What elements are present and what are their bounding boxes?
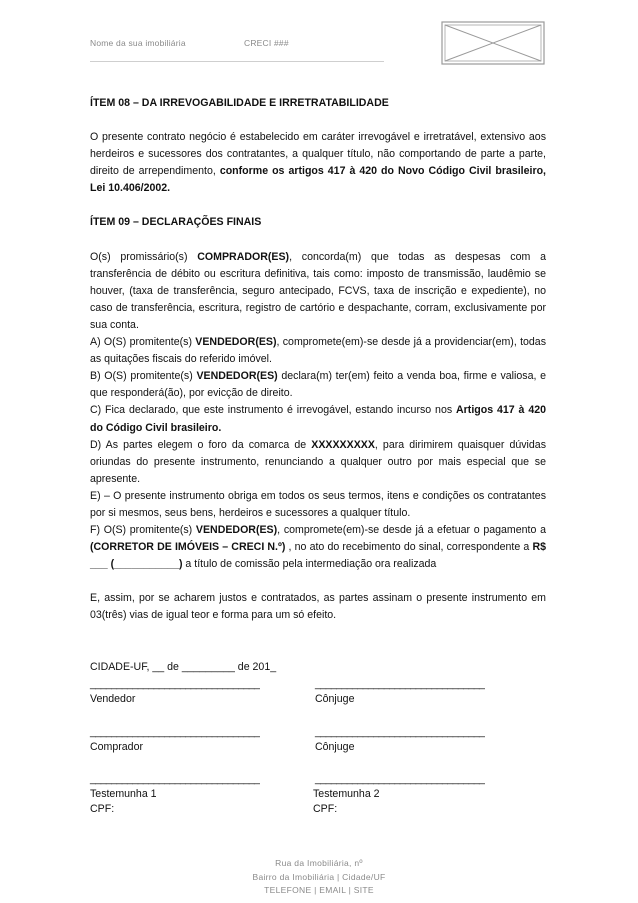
item-08-text: O presente contrato negócio é estabelecido em caráter irrevogável e irretratável, extensivo aos herdeiros e sucessores dos contratantes, a qualquer título, não comportando de parte a parte, direito de arrependimento, conforme os artigos 417 à 420 do Novo Código Civil brasileiro, Lei 10.406/2002. [90, 131, 546, 195]
item-09-intro: O(s) promissário(s) COMPRADOR(ES), concorda(m) que todas as despesas com a transferência de débito ou escritura definitiva, tais como: imposto de transmissão, laudêmio se houver, (taxa de transferência, seguro antecipado, FCVS, taxa de inscrição e expediente), no caso de transferência, escritura, registro de cartório e despachante, corram, exclusivamente por sua conta. [90, 250, 546, 331]
cpf-label: CPF: [313, 803, 338, 815]
item-09-clause-f: F) O(S) promitente(s) VENDEDOR(ES), compromete(em)-se desde já a efetuar o pagamento a (CORRETOR DE IMÓVEIS – CRECI N.º) , no ato do recebimento do sinal, correspondente a R$ ___ (___________) a título de comissão pela intermediação ora realizada [90, 524, 546, 571]
item-09-clause-a: A) O(S) promitente(s) VENDEDOR(ES), compromete(em)-se desde já a providenciar(em), todas as quitações fiscais do referido imóvel. [90, 336, 546, 366]
signature-label: Vendedor [90, 693, 136, 705]
page-footer [200, 857, 438, 898]
cpf-label: CPF: [90, 803, 115, 815]
signature-label: Testemunha 2 [313, 788, 380, 800]
company-name: Nome da sua imobiliária [90, 38, 186, 48]
item-09-clause-b: B) O(S) promitente(s) VENDEDOR(ES) declara(m) ter(em) feito a venda boa, firme e valiosa, e que responderá(ão), por evicção de direito. [90, 370, 546, 400]
closing-statement: E, assim, por se acharem justos e contratados, as partes assinam o presente instrumento em 03(três) vias de igual teor e forma para um só efeito. [90, 592, 546, 622]
signature-label: Cônjuge [315, 741, 355, 753]
footer-district: Bairro da Imobiliária | Cidade/UF [252, 871, 386, 882]
signature-testemunha-2: ________________________________ Testemunha 2 CPF: [313, 773, 485, 815]
item-09-clause-c: C) Fica declarado, que este instrumento é irrevogável, estando incurso nos Artigos 417 à 420 do Código Civil brasileiro. [90, 404, 547, 434]
footer-contact: TELEFONE | EMAIL | SITE [264, 885, 374, 895]
signature-conjuge-1: ________________________________ Cônjuge [315, 678, 485, 705]
image-placeholder-icon [441, 21, 545, 65]
creci-number: CRECI ### [244, 38, 289, 48]
signature-testemunha-1: ________________________________ Testemunha 1 CPF: [90, 773, 260, 815]
signature-label: Cônjuge [315, 693, 355, 705]
item-09-clause-d: D) As partes elegem o foro da comarca de XXXXXXXXX, para dirimirem quaisquer dúvidas oriundas do presente instrumento, renunciando a qualquer outro por mais especial que se apresente. [90, 438, 546, 485]
signature-conjuge-2: ________________________________ Cônjuge [315, 726, 485, 753]
signature-label: Testemunha 1 [90, 788, 157, 800]
item-09-clause-e: E) – O presente instrumento obriga em todos os seus termos, itens e condições os contratantes por si mesmos, seus bens, herdeiros e sucessores a qualquer título. [90, 489, 546, 519]
contract-body [90, 95, 546, 676]
date-line: CIDADE-UF, __ de _________ de 201_ [90, 660, 277, 673]
signature-vendedor: ________________________________ Vendedor [90, 678, 260, 705]
item-08-title: ÍTEM 08 – DA IRREVOGABILIDADE E IRRETRATABILIDADE [90, 97, 389, 109]
signature-comprador: ________________________________ Comprador [90, 726, 260, 753]
footer-address: Rua da Imobiliária, nº [275, 858, 363, 868]
header-divider [90, 61, 384, 62]
signature-label: Comprador [90, 741, 143, 753]
item-09-title: ÍTEM 09 – DECLARAÇÕES FINAIS [90, 216, 262, 229]
